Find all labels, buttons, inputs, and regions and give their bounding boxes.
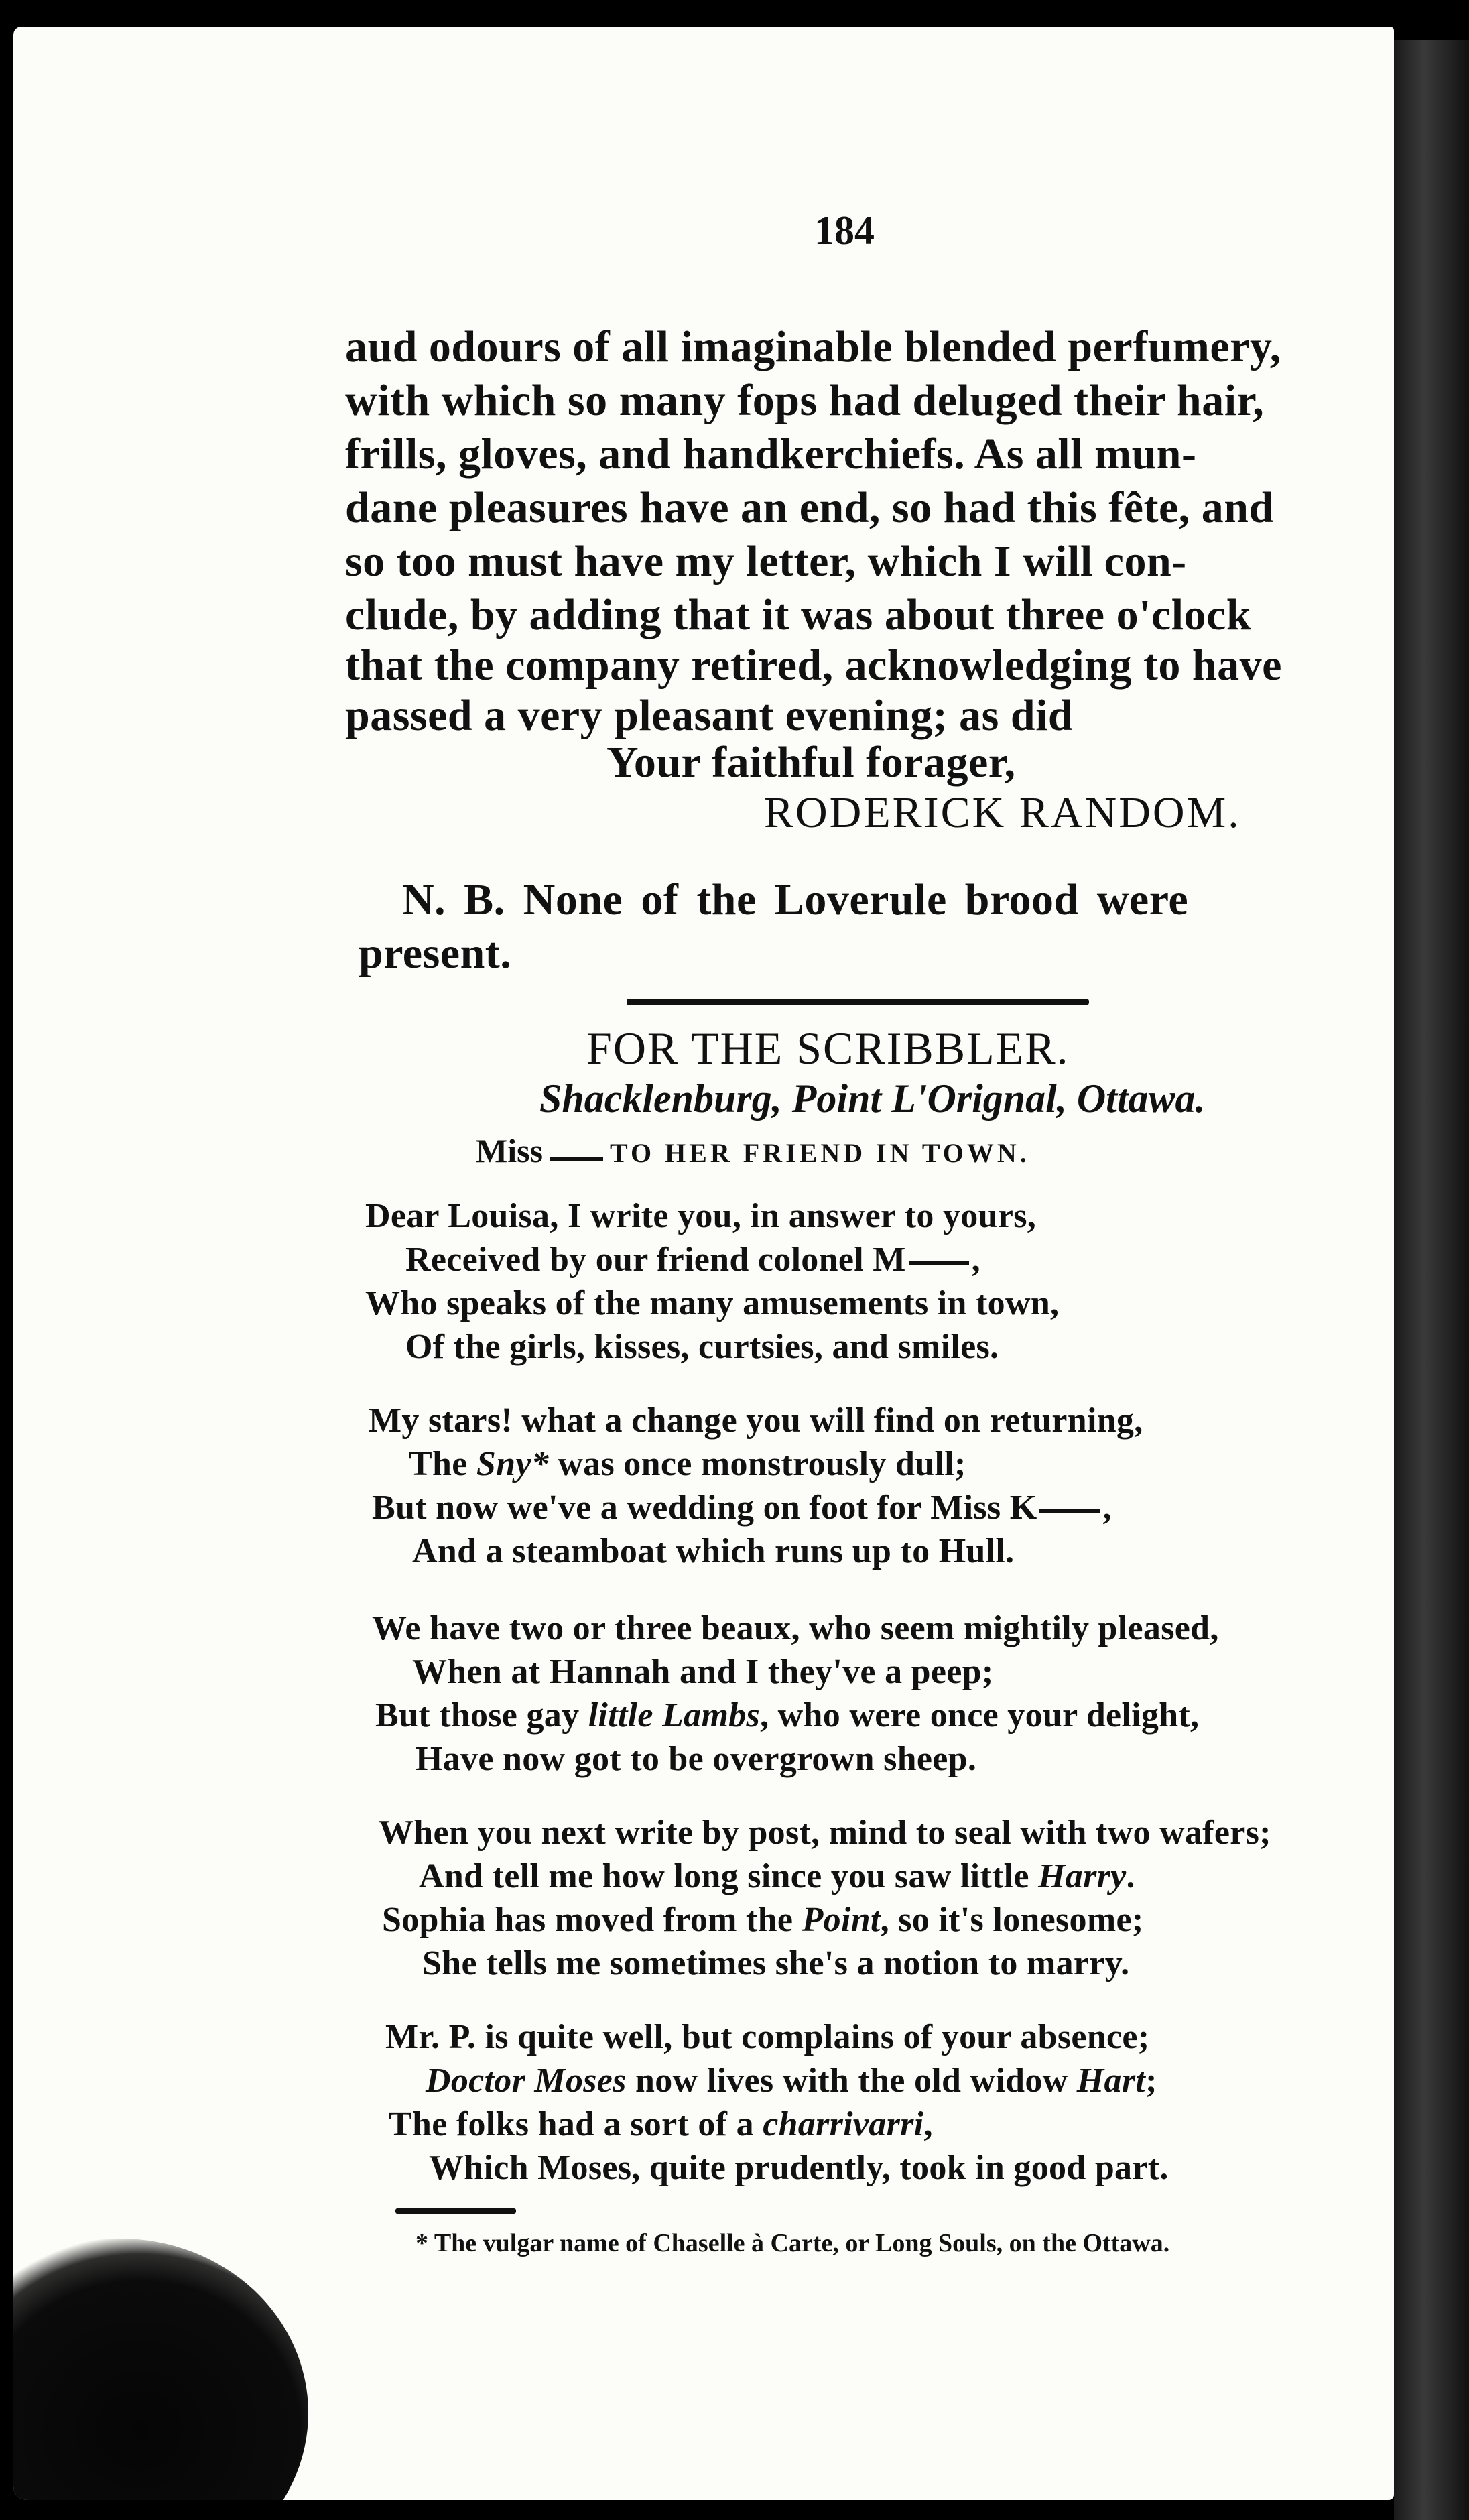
stanza-4-line-2 xyxy=(419,1856,1135,1896)
stanza-2-line-3-text: But now we've a wedding on foot for Miss K xyxy=(372,1489,1037,1527)
stanza-2-line-2-b: was once monstrously dull; xyxy=(549,1445,966,1483)
letter-line-4: dane pleasures have an end, so had this fête, and xyxy=(345,483,1274,532)
stanza-3-line-4: Have now got to be overgrown sheep. xyxy=(416,1740,977,1778)
stanza-4-line-2-italic: Harry xyxy=(1038,1857,1127,1895)
nb-line-2: present. xyxy=(359,929,512,978)
stanza-3-line-3-a: But those gay xyxy=(375,1696,588,1735)
letter-line-2: with which so many fops had deluged their hair, xyxy=(345,376,1265,425)
poem-place: Shacklenburg, Point L'Orignal, Ottawa. xyxy=(539,1076,1206,1121)
stanza-5-line-3-a: The folks had a sort of a xyxy=(389,2105,763,2143)
nb-line-1: N. B. None of the Loverule brood were xyxy=(402,875,1189,924)
letter-line-1: aud odours of all imaginable blended perfumery, xyxy=(345,322,1281,371)
book-edge xyxy=(1394,40,1469,2520)
stanza-5-line-2-a: now lives with the old widow xyxy=(626,2062,1077,2100)
stanza-1-line-2-text: Received by our friend colonel M xyxy=(405,1241,906,1279)
stanza-1-line-2-end: , xyxy=(971,1241,980,1279)
stanza-2-line-2-italic: Sny* xyxy=(476,1445,550,1483)
stanza-4-line-2-b: . xyxy=(1126,1857,1135,1895)
stanza-4-line-3-italic: Point xyxy=(802,1901,881,1939)
stanza-2-line-3 xyxy=(372,1488,1112,1527)
stanza-4-line-3 xyxy=(382,1900,1143,1940)
name-dash xyxy=(550,1157,603,1161)
letter-line-7: that the company retired, acknowledging to have xyxy=(345,641,1282,690)
letter-line-5: so too must have my letter, which I will con- xyxy=(345,537,1187,586)
stanza-3-line-2: When at Hannah and I they've a peep; xyxy=(412,1653,994,1691)
stanza-2-line-1: My stars! what a change you will find on returning, xyxy=(369,1401,1143,1440)
stanza-4-line-3-b: , so it's lonesome; xyxy=(880,1901,1144,1939)
stanza-2-line-2 xyxy=(409,1444,966,1484)
letter-line-8: passed a very pleasant evening; as did xyxy=(345,691,1074,740)
stanza-3-line-3-italic: little Lambs xyxy=(588,1696,761,1735)
stanza-3-line-3-b: , who were once your delight, xyxy=(760,1696,1200,1735)
letter-line-6: clude, by adding that it was about three o'clock xyxy=(345,590,1252,639)
stanza-3-line-1: We have two or three beaux, who seem mightily pleased, xyxy=(372,1609,1219,1647)
poem-heading: FOR THE SCRIBBLER. xyxy=(586,1023,1070,1074)
letter-line-3: frills, gloves, and handkerchiefs. As all mun- xyxy=(345,430,1197,479)
thumb-shadow xyxy=(13,2239,308,2500)
section-divider xyxy=(627,999,1089,1005)
stanza-5-line-3 xyxy=(389,2104,933,2144)
stanza-1-line-1: Dear Louisa, I write you, in answer to yours, xyxy=(365,1197,1037,1235)
stanza-3-line-3 xyxy=(375,1696,1199,1735)
stanza-5-line-2 xyxy=(426,2061,1157,2100)
stanza-5-line-3-italic: charrivarri xyxy=(763,2105,924,2143)
name-dash xyxy=(1039,1509,1100,1513)
footnote: * The vulgar name of Chaselle à Carte, or Long Souls, on the Ottawa. xyxy=(416,2229,1170,2257)
stanza-4-line-4: She tells me sometimes she's a notion to marry. xyxy=(422,1944,1130,1982)
stanza-1-line-4: Of the girls, kisses, curtsies, and smiles. xyxy=(405,1328,999,1366)
stanza-2-line-3-end: , xyxy=(1102,1489,1112,1527)
footnote-rule xyxy=(395,2208,516,2214)
book-page xyxy=(13,27,1394,2500)
letter-signature: RODERICK RANDOM. xyxy=(764,788,1241,837)
stanza-1-line-3: Who speaks of the many amusements in town, xyxy=(365,1284,1060,1322)
letter-closing: Your faithful forager, xyxy=(606,738,1016,787)
salutation-prefix: Miss xyxy=(476,1132,543,1170)
stanza-2-line-2-a: The xyxy=(409,1445,476,1483)
stanza-5-line-2-b: ; xyxy=(1145,2062,1157,2100)
name-dash xyxy=(909,1261,969,1265)
stanza-5-line-4: Which Moses, quite prudently, took in good part. xyxy=(429,2149,1169,2187)
stanza-4-line-1: When you next write by post, mind to seal with two wafers; xyxy=(379,1814,1271,1852)
poem-salutation xyxy=(476,1131,1030,1170)
page-number: 184 xyxy=(814,208,875,253)
stanza-5-line-2-italic-1: Doctor Moses xyxy=(426,2062,627,2100)
stanza-1-line-2 xyxy=(405,1240,980,1279)
stanza-5-line-1: Mr. P. is quite well, but complains of your absence; xyxy=(385,2018,1150,2056)
stanza-5-line-2-italic-2: Hart xyxy=(1076,2062,1146,2100)
stanza-4-line-2-a: And tell me how long since you saw little xyxy=(419,1857,1039,1895)
stanza-4-line-3-a: Sophia has moved from the xyxy=(382,1901,802,1939)
stanza-5-line-3-b: , xyxy=(923,2105,933,2143)
stanza-2-line-4: And a steamboat which runs up to Hull. xyxy=(412,1532,1015,1570)
salutation-suffix: TO HER FRIEND IN TOWN. xyxy=(610,1138,1030,1168)
